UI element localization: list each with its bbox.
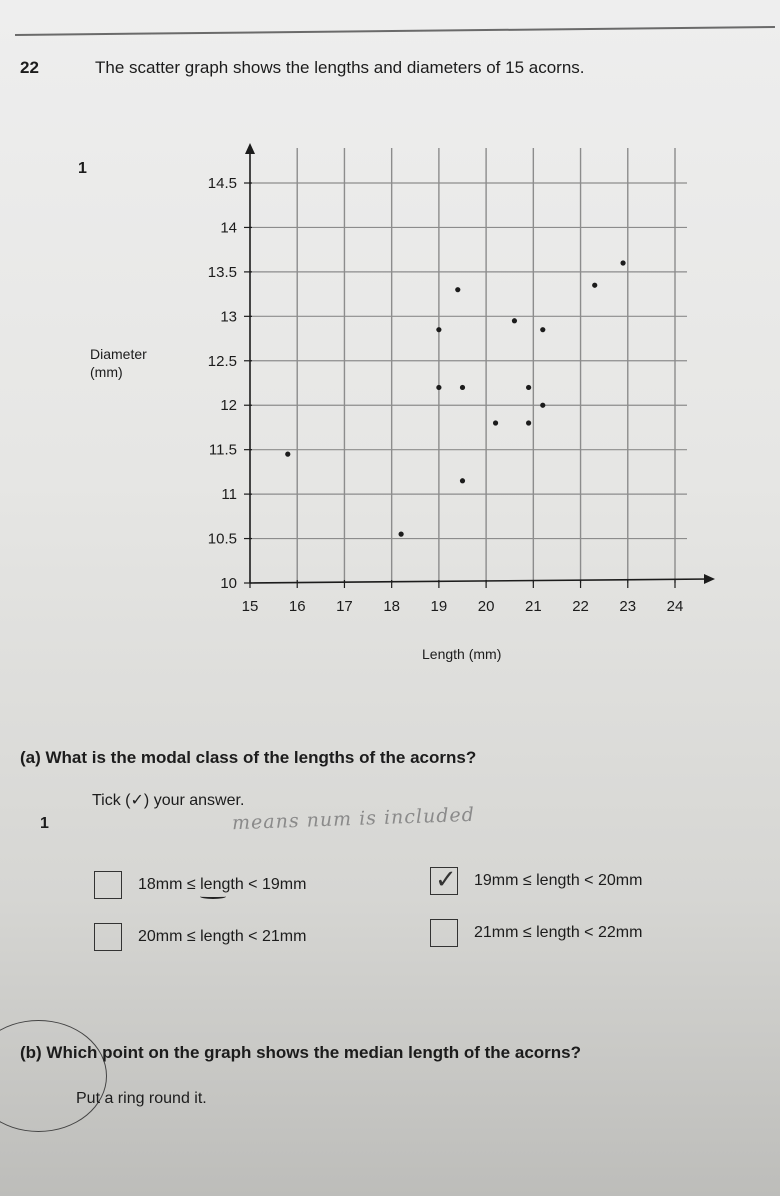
vertical-gridlines bbox=[297, 148, 675, 583]
x-tick-label: 22 bbox=[572, 598, 589, 615]
y-tick-labels bbox=[208, 175, 237, 592]
x-axis-arrow-icon bbox=[704, 574, 715, 584]
x-tick-label: 16 bbox=[288, 598, 306, 615]
data-points bbox=[285, 260, 625, 536]
x-tick-labels bbox=[242, 598, 684, 615]
x-axis-title: Length (mm) bbox=[422, 646, 502, 662]
marks-allocation-b: 1 bbox=[40, 815, 49, 832]
y-tick-label: 14.5 bbox=[207, 175, 237, 192]
y-tick-label: 10 bbox=[220, 575, 237, 592]
data-point bbox=[493, 420, 498, 425]
y-tick-label: 11 bbox=[221, 486, 237, 504]
option-20-21[interactable] bbox=[94, 923, 306, 951]
x-tick-label: 15 bbox=[241, 598, 259, 615]
data-point bbox=[540, 327, 545, 332]
x-tick-label: 20 bbox=[477, 598, 495, 615]
x-axis-line bbox=[250, 579, 710, 583]
part-b-question: (b) Which point on the graph shows the median length of the acorns? bbox=[20, 1043, 581, 1062]
option-21-22[interactable] bbox=[430, 919, 642, 947]
question-number: 22 bbox=[20, 58, 39, 77]
handwritten-underline bbox=[200, 894, 226, 899]
option-label: 19mm ≤ length < 20mm bbox=[474, 872, 643, 889]
axes bbox=[244, 143, 715, 588]
data-point bbox=[526, 385, 531, 390]
option-checkbox-ticked[interactable] bbox=[430, 864, 458, 895]
x-tick-label: 18 bbox=[383, 598, 401, 615]
check-icon: ✓ bbox=[435, 864, 457, 894]
x-tick-label: 23 bbox=[619, 598, 637, 615]
pen-ring-mark bbox=[0, 1020, 107, 1132]
y-tick-label: 10.5 bbox=[207, 530, 237, 548]
y-axis-title bbox=[90, 345, 170, 381]
part-a-instruction: Tick (✓) your answer. bbox=[92, 792, 245, 809]
data-point bbox=[620, 260, 625, 265]
option-checkbox[interactable] bbox=[94, 871, 122, 899]
data-point bbox=[512, 318, 517, 323]
data-point bbox=[526, 420, 531, 425]
option-checkbox[interactable] bbox=[430, 919, 458, 947]
part-b-instruction: Put a ring round it. bbox=[76, 1090, 207, 1107]
y-tick-label: 11.5 bbox=[208, 441, 237, 459]
y-axis-title-text: Diameter (mm) bbox=[90, 346, 147, 380]
y-tick-label: 13.5 bbox=[207, 263, 237, 281]
marks-allocation-a: 1 bbox=[78, 160, 87, 177]
x-tick-label: 17 bbox=[336, 598, 353, 615]
question-text: The scatter graph shows the lengths and diameters of 15 acorns. bbox=[95, 58, 585, 77]
option-19-20[interactable] bbox=[430, 864, 643, 895]
data-point bbox=[436, 385, 441, 390]
y-tick-label: 12 bbox=[220, 397, 237, 415]
y-tick-label: 14 bbox=[220, 219, 237, 237]
option-label: 18mm ≤ length < 19mm bbox=[138, 876, 307, 893]
data-point bbox=[285, 452, 290, 457]
option-label: 21mm ≤ length < 22mm bbox=[474, 924, 643, 941]
part-a-question: (a) What is the modal class of the lengths of the acorns? bbox=[20, 748, 477, 767]
handwritten-note: means num is included bbox=[231, 803, 476, 835]
data-point bbox=[399, 532, 404, 537]
y-tick-label: 13 bbox=[220, 308, 237, 326]
y-axis-arrow-icon bbox=[245, 143, 255, 154]
data-point bbox=[455, 287, 460, 292]
data-point bbox=[460, 478, 465, 483]
data-point bbox=[592, 283, 597, 288]
y-tick-label: 12.5 bbox=[207, 352, 237, 370]
data-point bbox=[540, 403, 545, 408]
option-checkbox[interactable] bbox=[94, 923, 122, 951]
data-point bbox=[436, 327, 441, 332]
option-label: 20mm ≤ length < 21mm bbox=[138, 928, 307, 945]
horizontal-gridlines bbox=[250, 183, 687, 539]
x-tick-label: 19 bbox=[430, 598, 448, 615]
data-point bbox=[460, 385, 465, 390]
x-tick-label: 21 bbox=[524, 598, 542, 615]
x-tick-label: 24 bbox=[666, 598, 684, 615]
